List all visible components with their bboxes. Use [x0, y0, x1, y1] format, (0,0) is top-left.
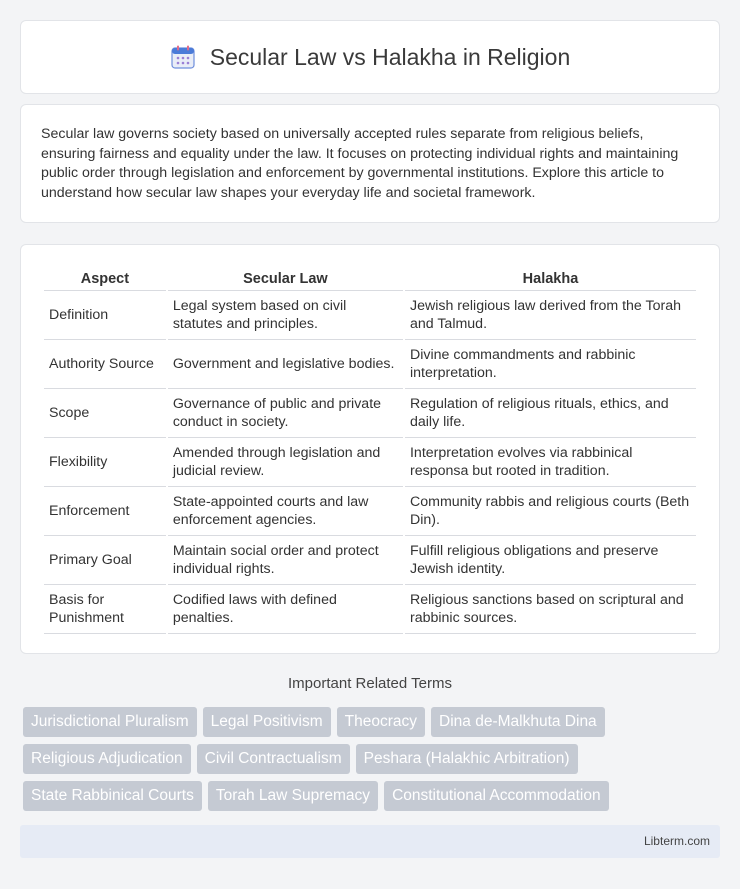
related-term-tag[interactable]: Peshara (Halakhic Arbitration): [356, 744, 578, 774]
header-secular-law: Secular Law: [168, 265, 403, 291]
cell-halakha: Fulfill religious obligations and preserve Jewish identity.: [405, 536, 696, 585]
cell-halakha: Interpretation evolves via rabbinical responsa but rooted in tradition.: [405, 438, 696, 487]
header-halakha: Halakha: [405, 265, 696, 291]
related-term-tag[interactable]: Dina de-Malkhuta Dina: [431, 707, 605, 737]
cell-secular-law: Maintain social order and protect individual rights.: [168, 536, 403, 585]
cell-halakha: Jewish religious law derived from the Torah and Talmud.: [405, 291, 696, 340]
table-row: [44, 487, 696, 536]
cell-secular-law: Amended through legislation and judicial review.: [168, 438, 403, 487]
related-term-tag[interactable]: Jurisdictional Pluralism: [23, 707, 197, 737]
page-title: Secular Law vs Halakha in Religion: [209, 43, 571, 70]
related-term-tag[interactable]: Torah Law Supremacy: [208, 781, 378, 811]
related-term-tag[interactable]: Legal Positivism: [203, 707, 331, 737]
cell-aspect: Enforcement: [44, 487, 166, 536]
cell-secular-law: State-appointed courts and law enforcement agencies.: [168, 487, 403, 536]
cell-aspect: Authority Source: [44, 340, 166, 389]
related-term-tag[interactable]: Civil Contractualism: [197, 744, 350, 774]
cell-halakha: Religious sanctions based on scriptural and rabbinic sources.: [405, 585, 696, 634]
comparison-table-card: [20, 244, 720, 654]
table-row: [44, 340, 696, 389]
cell-secular-law: Government and legislative bodies.: [168, 340, 403, 389]
intro-text: Secular law governs society based on universally accepted rules separate from religious beliefs, ensuring fairness and equality under the law. It focuses on protecting individual rights and maintaining public order through legislation and enforcement by governmental institutions. Explore this article to understand how secular law shapes your everyday life and societal framework.: [41, 126, 679, 201]
cell-halakha: Regulation of religious rituals, ethics, and daily life.: [405, 389, 696, 438]
related-term-tag[interactable]: Constitutional Accommodation: [384, 781, 609, 811]
footer-brand-link[interactable]: Libterm.com: [643, 834, 710, 848]
cell-secular-law: Governance of public and private conduct in society.: [168, 389, 403, 438]
cell-secular-law: Codified laws with defined penalties.: [168, 585, 403, 634]
table-row: [44, 389, 696, 438]
related-terms-title: Important Related Terms: [288, 675, 452, 692]
cell-secular-law: Legal system based on civil statutes and principles.: [168, 291, 403, 340]
related-term-tag[interactable]: Religious Adjudication: [23, 744, 191, 774]
table-row: [44, 291, 696, 340]
table-row: [44, 536, 696, 585]
calendar-icon: [170, 44, 196, 70]
title-card: [20, 20, 720, 94]
related-terms-list: [23, 707, 723, 811]
table-header-row: [44, 265, 696, 291]
related-term-tag[interactable]: Theocracy: [337, 707, 425, 737]
header-aspect: Aspect: [44, 265, 166, 291]
comparison-table: [42, 265, 698, 634]
cell-aspect: Scope: [44, 389, 166, 438]
cell-halakha: Divine commandments and rabbinic interpretation.: [405, 340, 696, 389]
related-term-tag[interactable]: State Rabbinical Courts: [23, 781, 202, 811]
table-row: [44, 438, 696, 487]
cell-halakha: Community rabbis and religious courts (Beth Din).: [405, 487, 696, 536]
intro-card: [20, 104, 720, 223]
cell-aspect: Basis for Punishment: [44, 585, 166, 634]
footer: [20, 825, 720, 858]
cell-aspect: Primary Goal: [44, 536, 166, 585]
cell-aspect: Definition: [44, 291, 166, 340]
cell-aspect: Flexibility: [44, 438, 166, 487]
table-row: [44, 585, 696, 634]
